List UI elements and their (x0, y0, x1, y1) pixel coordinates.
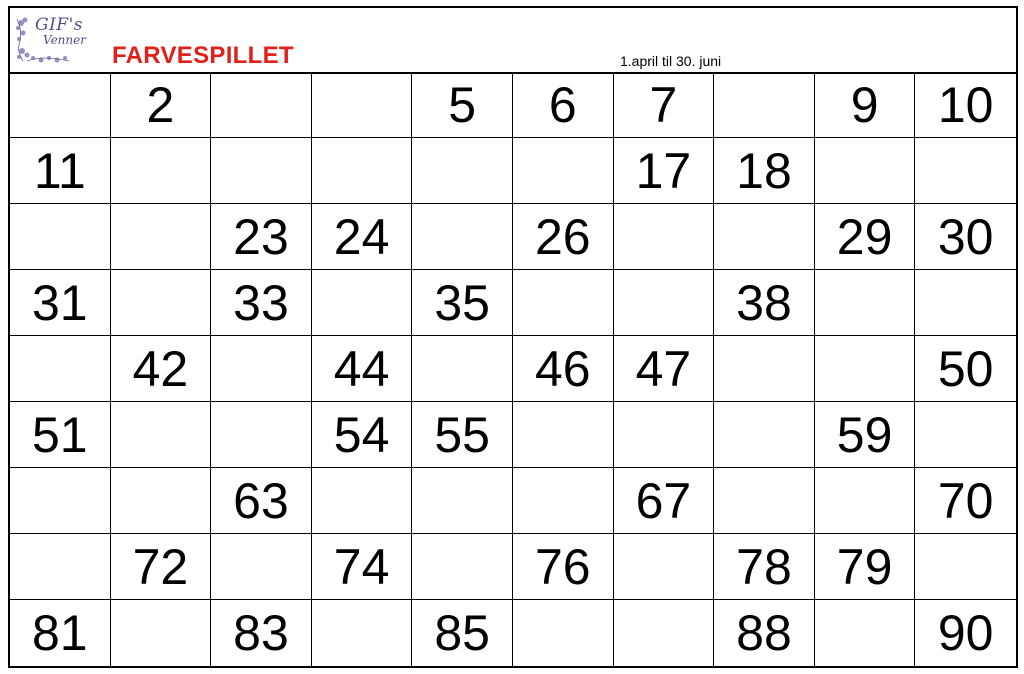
grid-cell (614, 270, 715, 336)
grid-cell: 59 (815, 402, 916, 468)
grid-cell: 7 (614, 72, 715, 138)
grid-cell (312, 270, 413, 336)
grid-cell (915, 270, 1016, 336)
grid-cell (513, 138, 614, 204)
grid-cell (111, 600, 212, 666)
grid-cell (714, 468, 815, 534)
grid-cell: 29 (815, 204, 916, 270)
grid-cell: 78 (714, 534, 815, 600)
grid-cell (211, 72, 312, 138)
grid-cell: 79 (815, 534, 916, 600)
sheet-header (10, 8, 1016, 74)
grid-cell (513, 468, 614, 534)
grid-cell (111, 138, 212, 204)
grid-cell: 90 (937, 605, 994, 661)
grid-cell: 67 (614, 468, 715, 534)
grid-cell (714, 72, 815, 138)
grid-cell: 5 (412, 72, 513, 138)
grid-cell: 30 (915, 204, 1016, 270)
grid-cell (312, 468, 413, 534)
grid-cell: 35 (412, 270, 513, 336)
grid-cell (211, 402, 312, 468)
grid-cell (412, 336, 513, 402)
game-sheet (8, 6, 1018, 668)
page-title: FARVESPILLET (112, 42, 294, 69)
grid-cell: 18 (714, 138, 815, 204)
grid-cell: 2 (111, 72, 212, 138)
grid-cell: 6 (513, 72, 614, 138)
grid-cell: 81 (10, 600, 111, 666)
grid-cell (111, 402, 212, 468)
grid-cell (412, 534, 513, 600)
grid-cell: 44 (312, 336, 413, 402)
logo-text-venner: Venner (43, 33, 86, 47)
grid-cell (312, 72, 413, 138)
grid-cell: 50 (915, 336, 1016, 402)
grid-cell (815, 270, 916, 336)
grid-cell (815, 336, 916, 402)
logo-text-gifs: GIF's (35, 15, 83, 35)
grid-cell (714, 402, 815, 468)
grid-cell (614, 204, 715, 270)
grid-cell (815, 468, 916, 534)
grid-cell: 17 (614, 138, 715, 204)
grid-cell: 55 (412, 402, 513, 468)
grid-cell (815, 138, 916, 204)
grid-cell: 33 (211, 270, 312, 336)
date-range: 1.april til 30. juni (620, 53, 722, 69)
grid-cell: 88 (714, 600, 815, 666)
grid-cell: 85 (412, 600, 513, 666)
grid-cell (111, 468, 212, 534)
grid-cell: 42 (111, 336, 212, 402)
grid-cell (815, 600, 916, 666)
grid-cell (513, 600, 614, 666)
grid-cell (10, 534, 111, 600)
grid-cell: 47 (614, 336, 715, 402)
grid-cell (614, 534, 715, 600)
grid-cell: 74 (312, 534, 413, 600)
grid-cell (10, 336, 111, 402)
grid-cell: 9 (815, 72, 916, 138)
grid-cell (915, 138, 1016, 204)
grid-cell: 63 (211, 468, 312, 534)
grid-cell (513, 270, 614, 336)
grid-cell (312, 600, 413, 666)
grid-cell: 83 (211, 600, 312, 666)
grid-cell (111, 270, 212, 336)
grid-cell: 10 (915, 72, 1016, 138)
grid-cell (211, 138, 312, 204)
grid-cell: 76 (513, 534, 614, 600)
grid-cell: 70 (915, 468, 1016, 534)
grid-cell (412, 138, 513, 204)
grid-cell (10, 204, 111, 270)
grid-cell: 38 (714, 270, 815, 336)
grid-cell: 23 (211, 204, 312, 270)
grid-cell (714, 204, 815, 270)
grid-cell: 31 (10, 270, 111, 336)
grid-cell (312, 138, 413, 204)
grid-cell: 54 (312, 402, 413, 468)
grid-cell (915, 534, 1016, 600)
grid-cell (614, 600, 715, 666)
grid-cell (513, 402, 614, 468)
number-grid (10, 72, 1016, 666)
grid-cell: 51 (10, 402, 111, 468)
grid-cell (10, 72, 111, 138)
grid-cell: 11 (10, 138, 111, 204)
grid-cell (614, 402, 715, 468)
grid-cell (915, 402, 1016, 468)
grid-cell (211, 534, 312, 600)
grid-cell (412, 204, 513, 270)
gifs-venner-logo (13, 11, 86, 67)
grid-cell: 46 (513, 336, 614, 402)
grid-cell (412, 468, 513, 534)
grid-cell: 72 (111, 534, 212, 600)
grid-cell (10, 468, 111, 534)
grid-cell: 24 (312, 204, 413, 270)
grid-cell: 26 (513, 204, 614, 270)
grid-cell (111, 204, 212, 270)
grid-cell (714, 336, 815, 402)
grid-cell (211, 336, 312, 402)
